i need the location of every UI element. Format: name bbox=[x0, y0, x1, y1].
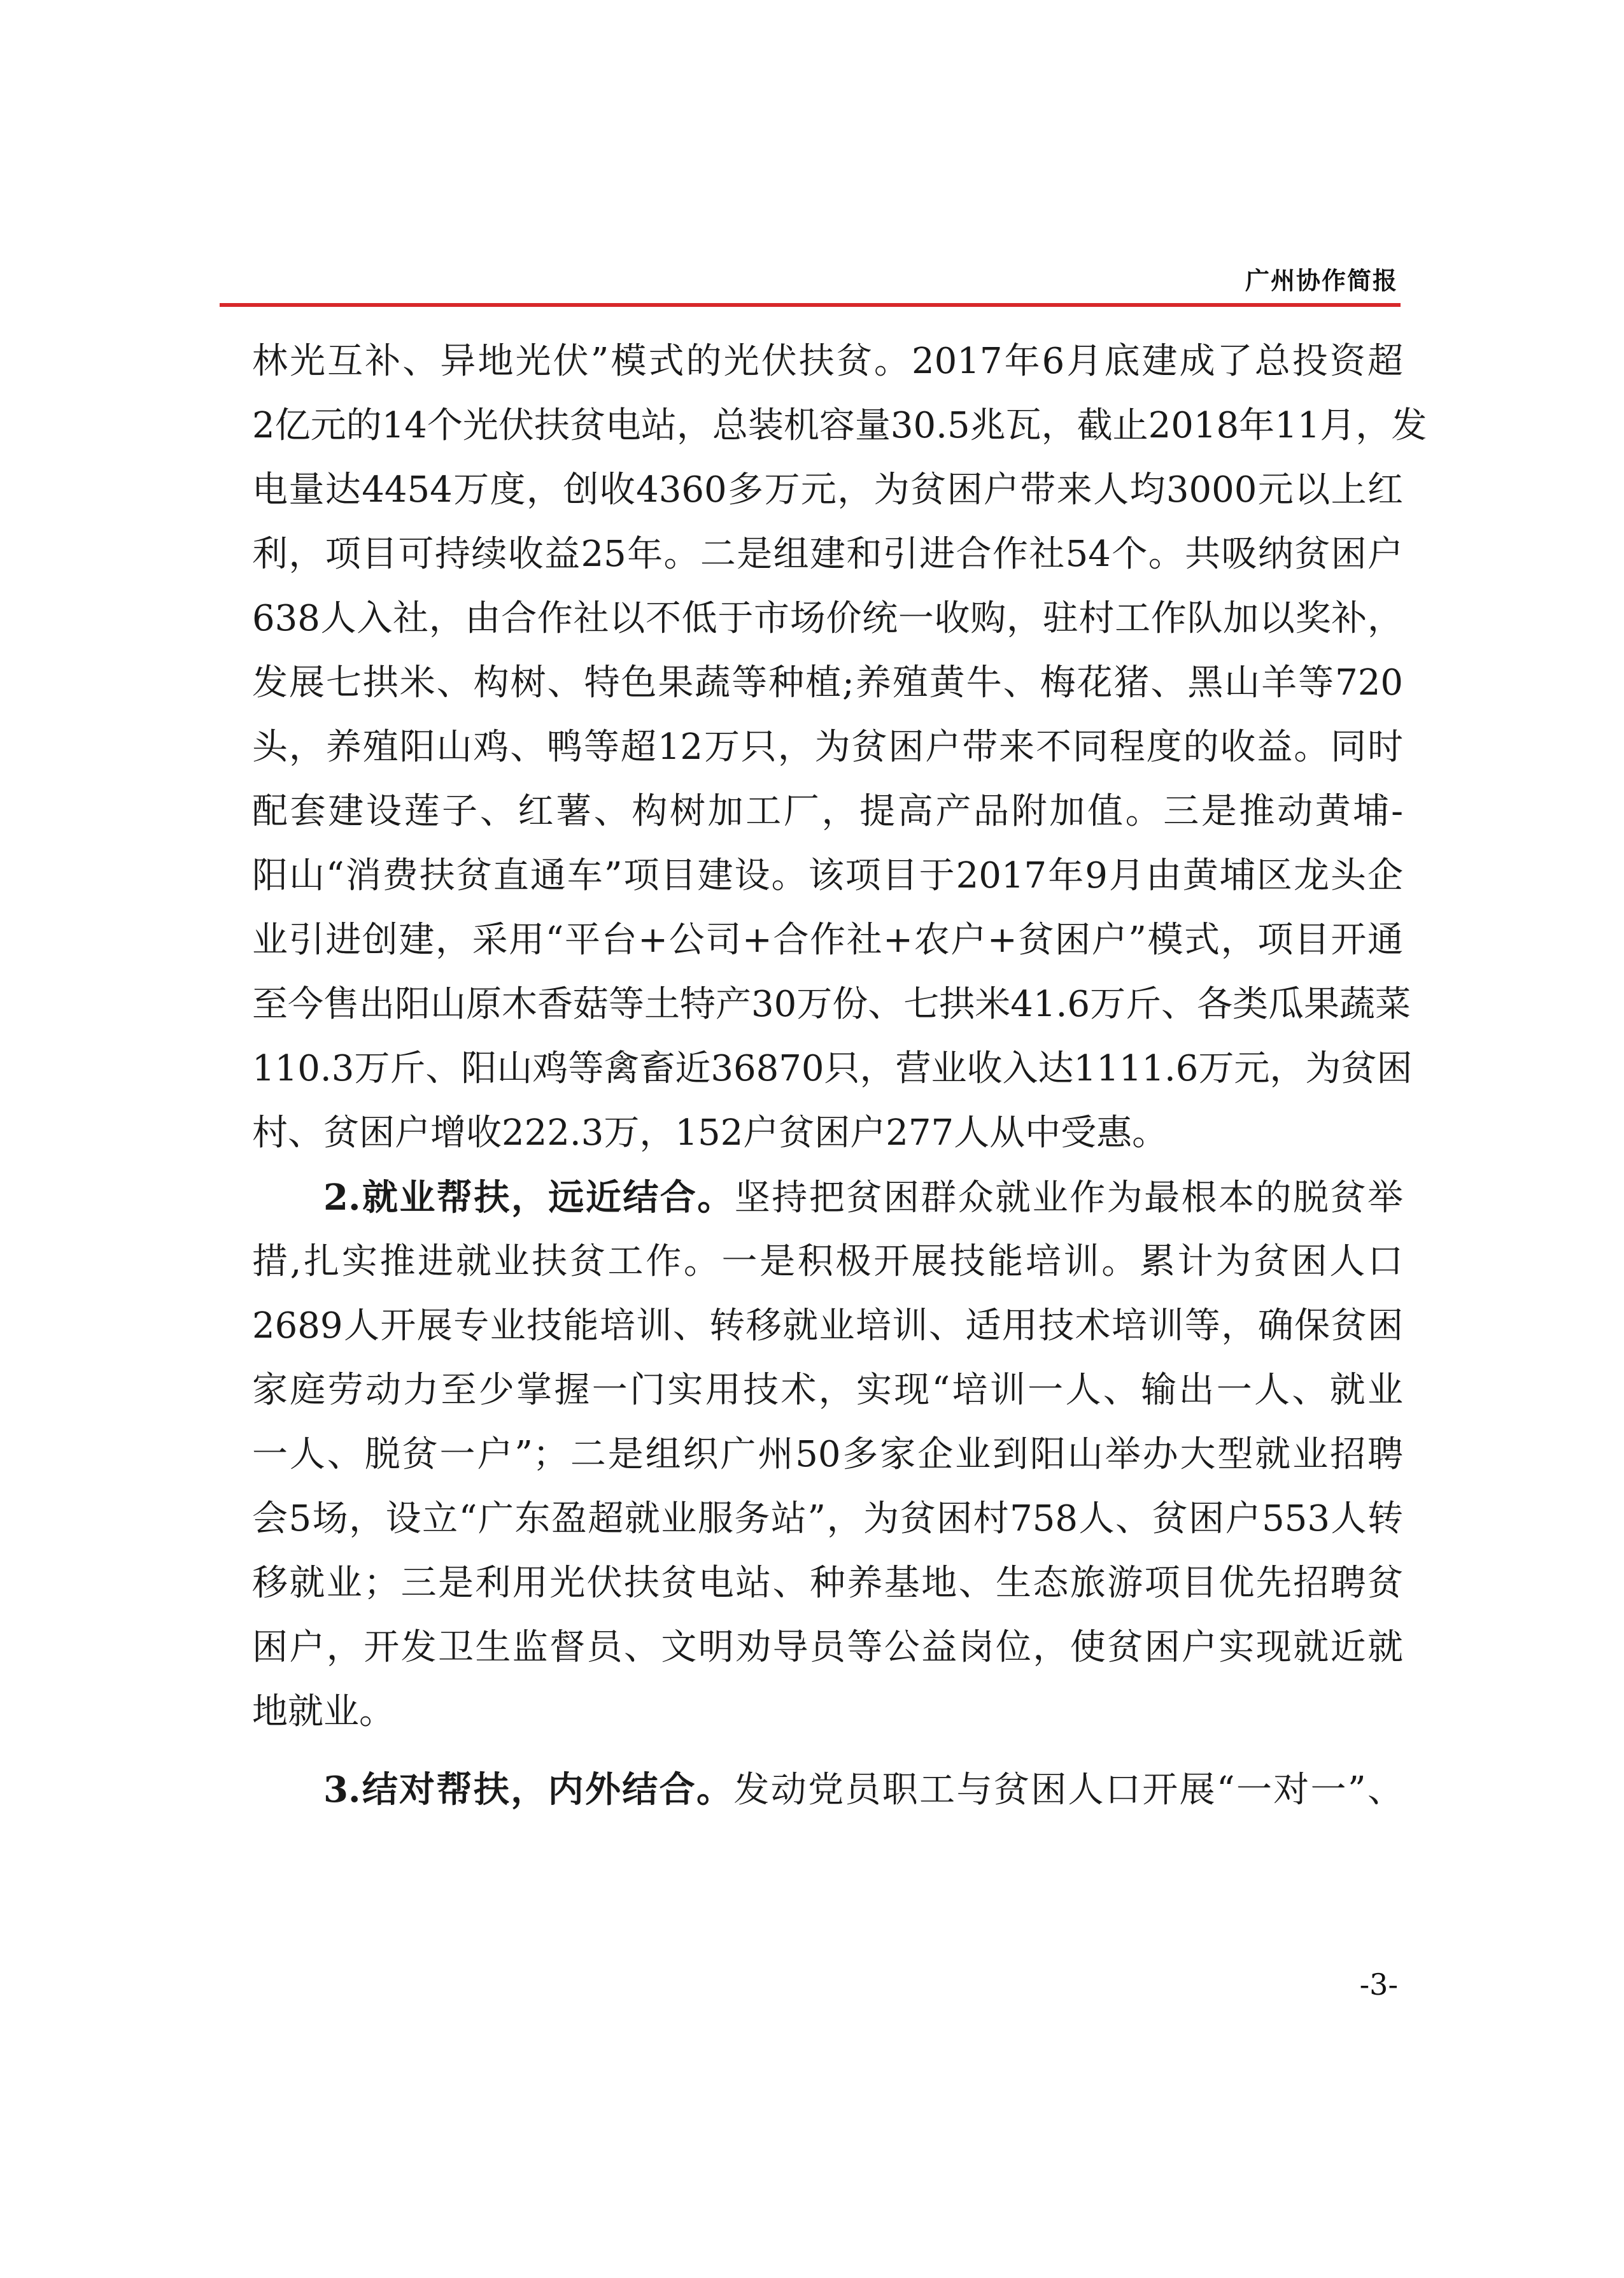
text-line: 电量达4454万度，创收4360多万元，为贫困户带来人均3000元以上红 bbox=[252, 469, 1403, 511]
text-line: 利，项目可持续收益25年。二是组建和引进合作社54个。共吸纳贫困户 bbox=[252, 534, 1403, 575]
text-line: 一人、脱贫一户”；二是组织广州50多家企业到阳山举办大型就业招聘 bbox=[252, 1434, 1403, 1475]
text-line: 配套建设莲子、红薯、构树加工厂，提高产品附加值。三是推动黄埔- bbox=[252, 791, 1403, 832]
text-line: 困户，开发卫生监督员、文明劝导员等公益岗位，使贫困户实现就近就 bbox=[252, 1627, 1403, 1668]
text-line: 110.3万斤、阳山鸡等禽畜近36870只，营业收入达1111.6万元，为贫困 bbox=[252, 1048, 1413, 1089]
text-line: 家庭劳动力至少掌握一门实用技术，实现“培训一人、输出一人、就业 bbox=[252, 1369, 1403, 1411]
publication-title: 广州协作简报 bbox=[1245, 266, 1398, 295]
text-line: 业引进创建，采用“平台+公司+合作社+农户+贫困户”模式，项目开通 bbox=[252, 919, 1403, 961]
text-line: 至今售出阳山原木香菇等土特产30万份、七拱米41.6万斤、各类瓜果蔬菜 bbox=[252, 984, 1411, 1025]
text-line: 638人入社，由合作社以不低于市场价统一收购，驻村工作队加以奖补， bbox=[252, 598, 1403, 639]
text-line: 移就业；三是利用光伏扶贫电站、种养基地、生态旅游项目优先招聘贫 bbox=[252, 1562, 1403, 1604]
text-line: 发展七拱米、构树、特色果蔬等种植;养殖黄牛、梅花猪、黑山羊等720 bbox=[252, 662, 1403, 704]
text-line: 地就业。 bbox=[252, 1691, 395, 1732]
paragraph-2-first-line bbox=[323, 1167, 1403, 1228]
text-line: 措,扎实推进就业扶贫工作。一是积极开展技能培训。累计为贫困人口 bbox=[252, 1241, 1403, 1282]
text-line: 阳山“消费扶贫直通车”项目建设。该项目于2017年9月由黄埔区龙头企 bbox=[252, 855, 1403, 896]
page-number: -3- bbox=[1359, 1967, 1398, 2002]
paragraph-3-heading: 3.结对帮扶，内外结合。 bbox=[323, 1769, 734, 1811]
paragraph-3-first-line bbox=[323, 1759, 1403, 1820]
text-line: 会5场，设立“广东盈超就业服务站”，为贫困村758人、贫困户553人转 bbox=[252, 1498, 1403, 1539]
text-line: 村、贫困户增收222.3万，152户贫困户277人从中受惠。 bbox=[252, 1112, 1168, 1154]
paragraph-2-first-text: 坚持把贫困群众就业作为最根本的脱贫举 bbox=[734, 1177, 1403, 1219]
paragraph-3-first-text: 发动党员职工与贫困人口开展“一对一”、 bbox=[733, 1769, 1403, 1811]
text-line: 2689人开展专业技能培训、转移就业培训、适用技术培训等，确保贫困 bbox=[252, 1305, 1403, 1347]
header-red-rule bbox=[220, 303, 1401, 307]
paragraph-2-heading: 2.就业帮扶，远近结合。 bbox=[323, 1177, 735, 1219]
text-line: 头，养殖阳山鸡、鸭等超12万只，为贫困户带来不同程度的收益。同时 bbox=[252, 726, 1403, 768]
text-line: 林光互补、异地光伏”模式的光伏扶贫。2017年6月底建成了总投资超 bbox=[252, 341, 1403, 382]
text-line: 2亿元的14个光伏扶贫电站，总装机容量30.5兆瓦，截止2018年11月，发 bbox=[252, 405, 1427, 446]
